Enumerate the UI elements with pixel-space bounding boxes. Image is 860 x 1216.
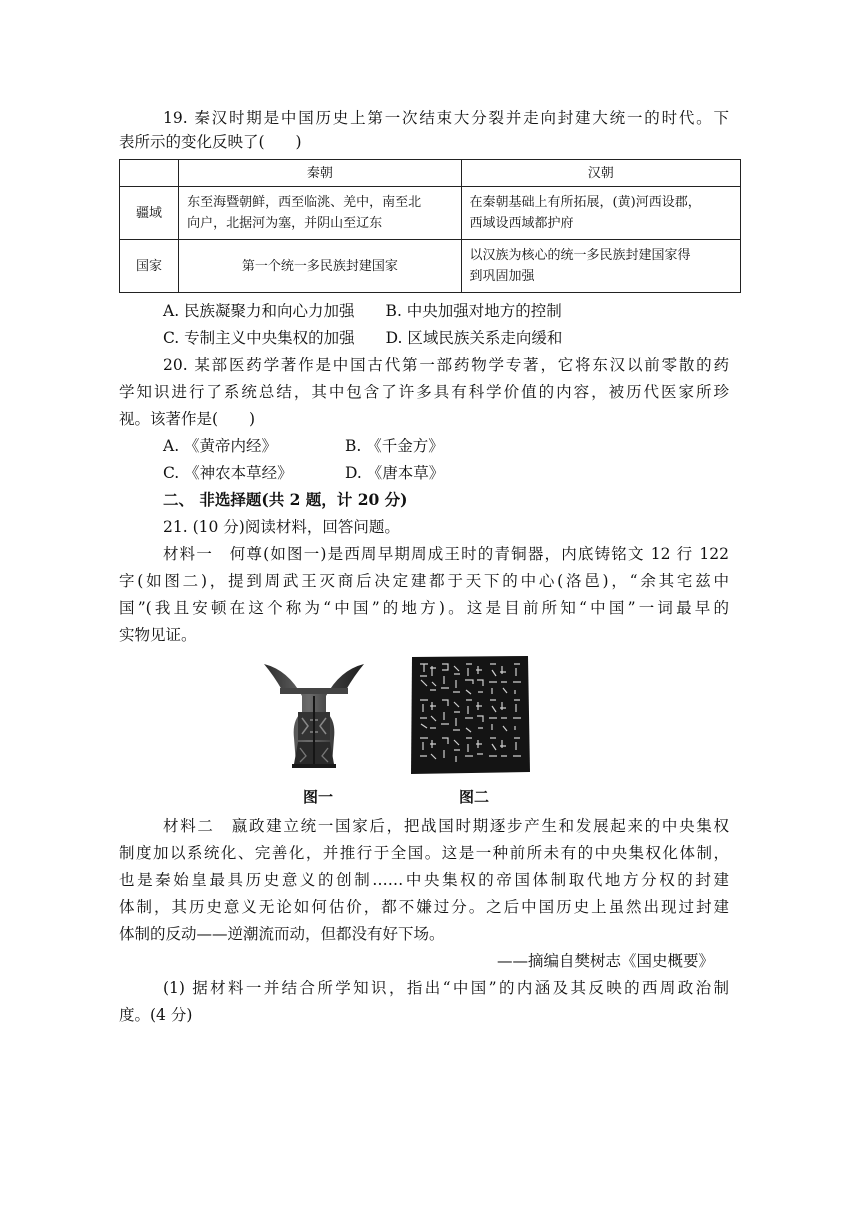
cell-line: 到巩固加强 <box>469 269 535 284</box>
table-header-qin: 秦朝 <box>179 160 461 187</box>
section-heading: 二、 非选择题(共 2 题，计 20 分) <box>163 490 408 509</box>
q20-stem-line1: 20. 某部医药学著作是中国古代第一部药物学专著，它将东汉以前零散的药 <box>163 356 729 374</box>
q19-options-line2: C. 专制主义中央集权的加强 D. 区域民族关系走向缓和 <box>163 329 563 347</box>
cell-line: 西域设西域都护府 <box>469 216 574 231</box>
cell-line: 在秦朝基础上有所拓展，(黄)河西设郡， <box>469 195 701 210</box>
material1-line2: 字(如图二)，提到周武王灭商后决定建都于天下的中心(洛邑)，“余其宅兹中 <box>119 572 729 590</box>
material1-line1: 材料一 何尊(如图一)是西周早期周成王时的青铜器，内底铸铭文 12 行 122 <box>163 545 729 563</box>
q19-stem-line2: 表所示的变化反映了( ) <box>119 133 302 151</box>
material2-line3: 也是秦始皇最具历史意义的创制……中央集权的帝国体制取代地方分权的封建 <box>119 871 729 889</box>
bronze-zun-vessel-image <box>258 660 370 772</box>
q19-comparison-table <box>119 159 741 293</box>
q20-stem-line3: 视。该著作是( ) <box>119 410 256 428</box>
cell-line: 东至海暨朝鲜，西至临洮、羌中，南至北 <box>187 195 422 210</box>
table-header-row <box>120 160 741 187</box>
q21-sub1-line2: 度。(4 分) <box>119 1006 193 1024</box>
q20-option-b: B. 《千金方》 <box>345 437 444 455</box>
table-header-han: 汉朝 <box>461 160 740 187</box>
q20-option-c: C. 《神农本草经》 <box>163 464 293 482</box>
material1-line4: 实物见证。 <box>119 626 197 644</box>
material2-line5: 体制的反动——逆潮流而动，但都没有好下场。 <box>119 925 445 943</box>
cell-line: 第一个统一多民族封建国家 <box>241 258 398 274</box>
q21-sub1-line1: (1) 据材料一并结合所学知识，指出“中国”的内涵及其反映的西周政治制 <box>163 979 729 997</box>
row-label-territory: 疆域 <box>120 187 179 240</box>
cell-line: 向户，北据河为塞，并阴山至辽东 <box>187 216 383 231</box>
q21-stem: 21. (10 分)阅读材料，回答问题。 <box>163 518 400 536</box>
table-row-state <box>120 240 741 293</box>
table-row-territory <box>120 187 741 240</box>
material2-line1: 材料二 嬴政建立统一国家后，把战国时期逐步产生和发展起来的中央集权 <box>163 817 729 835</box>
row-label-state: 国家 <box>120 240 179 293</box>
table-header-corner <box>120 160 179 187</box>
material2-line2: 制度加以系统化、完善化，并推行于全国。这是一种前所未有的中央集权化体制， <box>119 844 729 862</box>
cell-line: 以汉族为核心的统一多民族封建国家得 <box>469 248 691 263</box>
cell-qin-territory <box>179 187 461 240</box>
q19-options-line1: A. 民族凝聚力和向心力加强 B. 中央加强对地方的控制 <box>163 302 562 320</box>
cell-han-territory <box>461 187 740 240</box>
q20-option-d: D. 《唐本草》 <box>345 464 445 482</box>
material2-source: ——摘编自樊树志《国史概要》 <box>497 952 715 970</box>
cell-qin-state <box>179 240 461 293</box>
q20-stem-line2: 学知识进行了系统总结，其中包含了许多具有科学价值的内容，被历代医家所珍 <box>119 383 729 401</box>
cell-han-state <box>461 240 740 293</box>
inscription-rubbing-image <box>408 654 532 776</box>
figure1-caption: 图一 <box>303 788 334 806</box>
material2-line4: 体制，其历史意义无论如何估价，都不嫌过分。之后中国历史上虽然出现过封建 <box>119 898 729 916</box>
q20-option-a: A. 《黄帝内经》 <box>163 437 278 455</box>
figure2-caption: 图二 <box>459 788 490 806</box>
q19-stem-line1: 19. 秦汉时期是中国历史上第一次结束大分裂并走向封建大统一的时代。下 <box>163 109 729 127</box>
material1-line3: 国”(我且安顿在这个称为“中国”的地方)。这是目前所知“中国”一词最早的 <box>119 599 729 617</box>
